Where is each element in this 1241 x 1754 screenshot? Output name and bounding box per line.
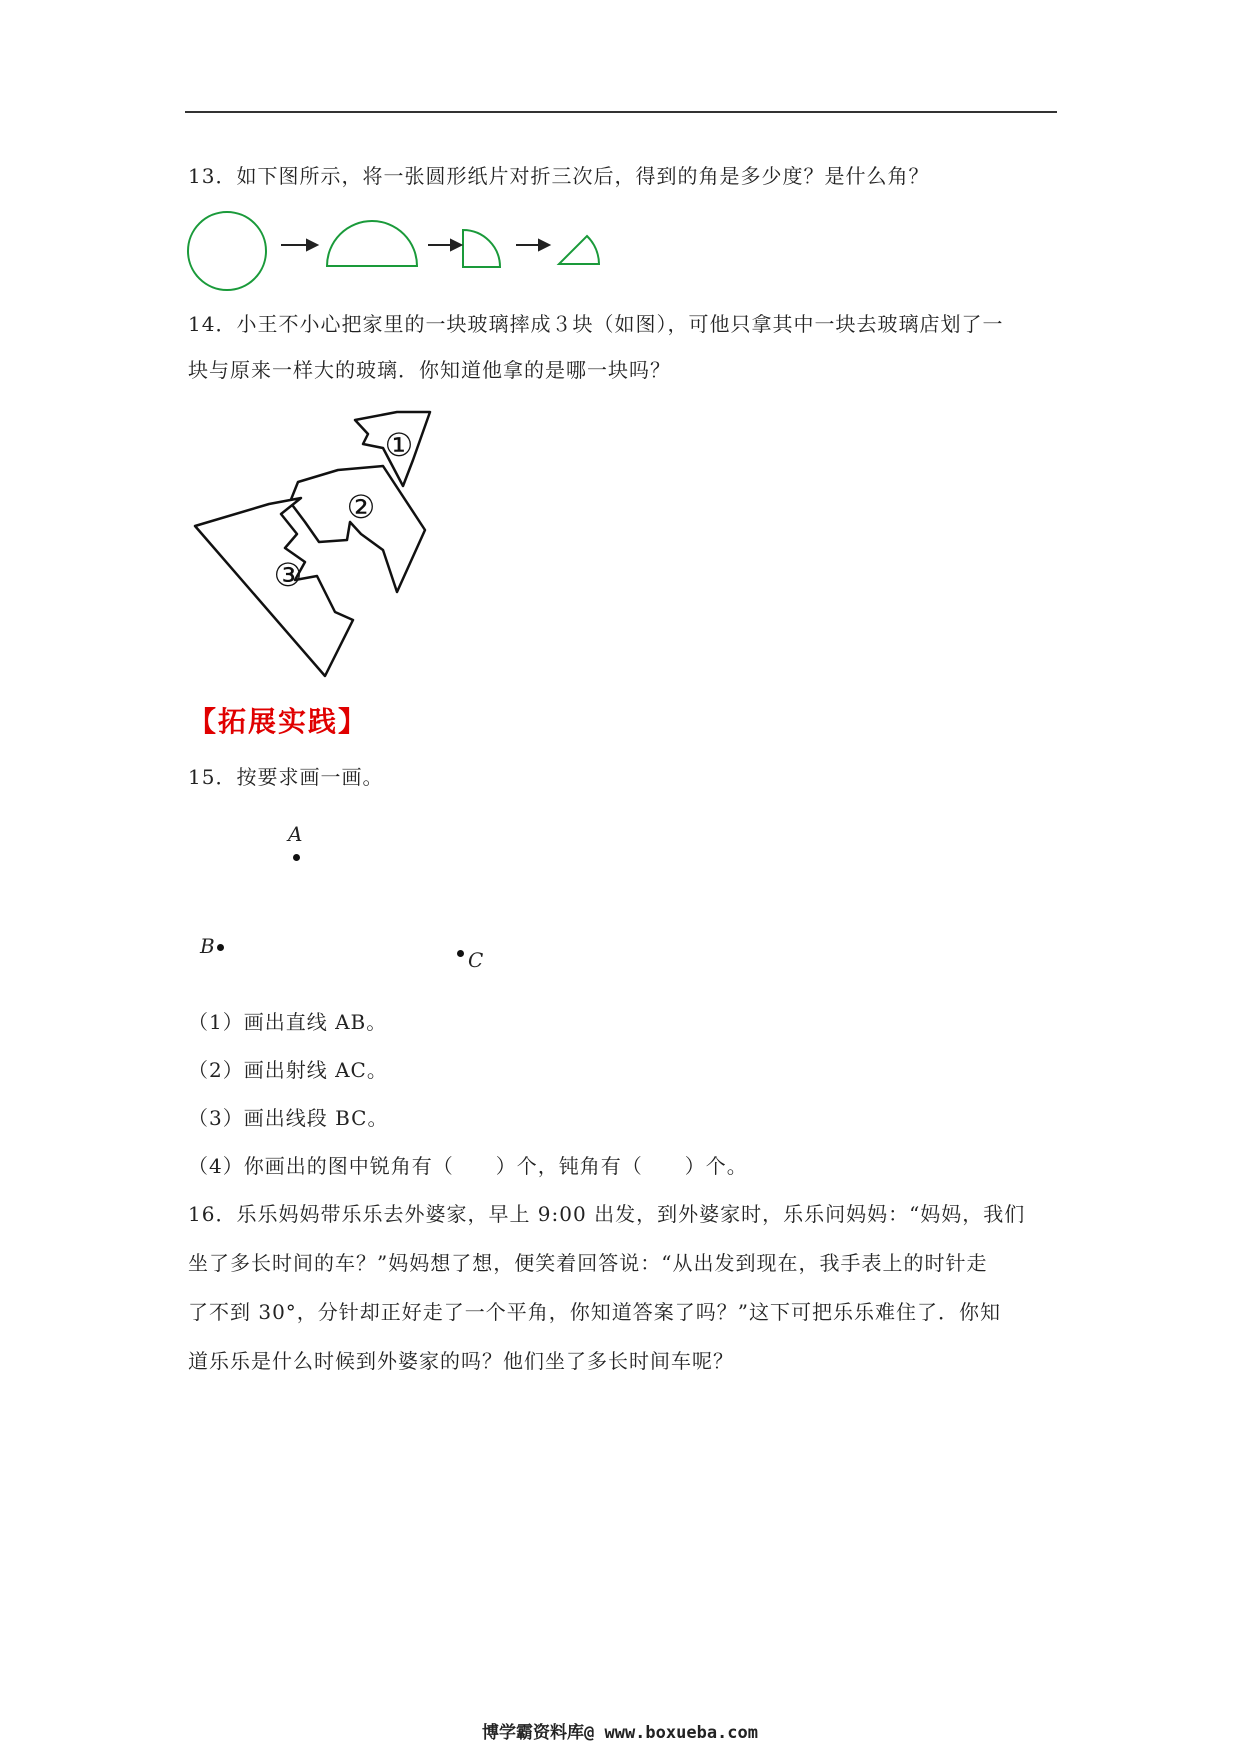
eighth-circle-shape xyxy=(559,236,599,264)
question-15-intro: 15．按要求画一画。 xyxy=(188,765,384,789)
question-15-item-2: （2）画出射线 AC。 xyxy=(188,1058,388,1082)
arrow-icon-3 xyxy=(516,240,549,250)
footer-watermark: 博学霸资料库@ www.boxueba.com xyxy=(482,1723,758,1743)
quarter-circle-shape xyxy=(463,230,500,267)
header-rule xyxy=(185,111,1057,113)
section-title: 【拓展实践】 xyxy=(188,705,369,738)
point-b-dot xyxy=(217,944,224,951)
point-c-label: C xyxy=(468,948,484,972)
glass-piece-2-label: ② xyxy=(346,488,376,526)
arrow-icon-1 xyxy=(281,240,317,250)
question-15-item-1: （1）画出直线 AB。 xyxy=(188,1010,388,1034)
question-16-line-2: 坐了多长时间的车？”妈妈想了想，便笑着回答说：“从出发到现在，我手表上的时针走 xyxy=(188,1251,988,1275)
question-14-line-2: 块与原来一样大的玻璃．你知道他拿的是哪一块吗？ xyxy=(188,358,671,382)
circle-folding-figure xyxy=(185,210,605,295)
arrow-icon-2 xyxy=(428,240,461,250)
broken-glass-figure xyxy=(185,400,495,690)
question-15-item-3: （3）画出线段 BC。 xyxy=(188,1106,389,1130)
question-14-line-1: 14．小王不小心把家里的一块玻璃摔成３块（如图），可他只拿其中一块去玻璃店划了一 xyxy=(188,312,1004,336)
point-a-dot xyxy=(293,854,300,861)
question-13-text: 13．如下图所示，将一张圆形纸片对折三次后，得到的角是多少度？是什么角？ xyxy=(188,164,930,188)
question-16-line-3: 了不到 30°，分针却正好走了一个平角，你知道答案了吗？”这下可把乐乐难住了．你知 xyxy=(188,1300,1002,1324)
question-16-line-1: 16．乐乐妈妈带乐乐去外婆家，早上 9:00 出发，到外婆家时，乐乐问妈妈：“妈妈，我们 xyxy=(188,1202,1026,1226)
question-15-item-4: （4）你画出的图中锐角有（ ）个，钝角有（ ）个。 xyxy=(188,1154,748,1178)
point-c-dot xyxy=(457,950,464,957)
full-circle-shape xyxy=(188,212,266,290)
glass-piece-3-label: ③ xyxy=(273,556,303,594)
semicircle-shape xyxy=(327,221,417,266)
point-a-label: A xyxy=(288,822,303,846)
glass-piece-1-label: ① xyxy=(384,426,414,464)
point-b-label: B xyxy=(200,934,215,958)
question-16-line-4: 道乐乐是什么时候到外婆家的吗？他们坐了多长时间车呢？ xyxy=(188,1349,734,1373)
